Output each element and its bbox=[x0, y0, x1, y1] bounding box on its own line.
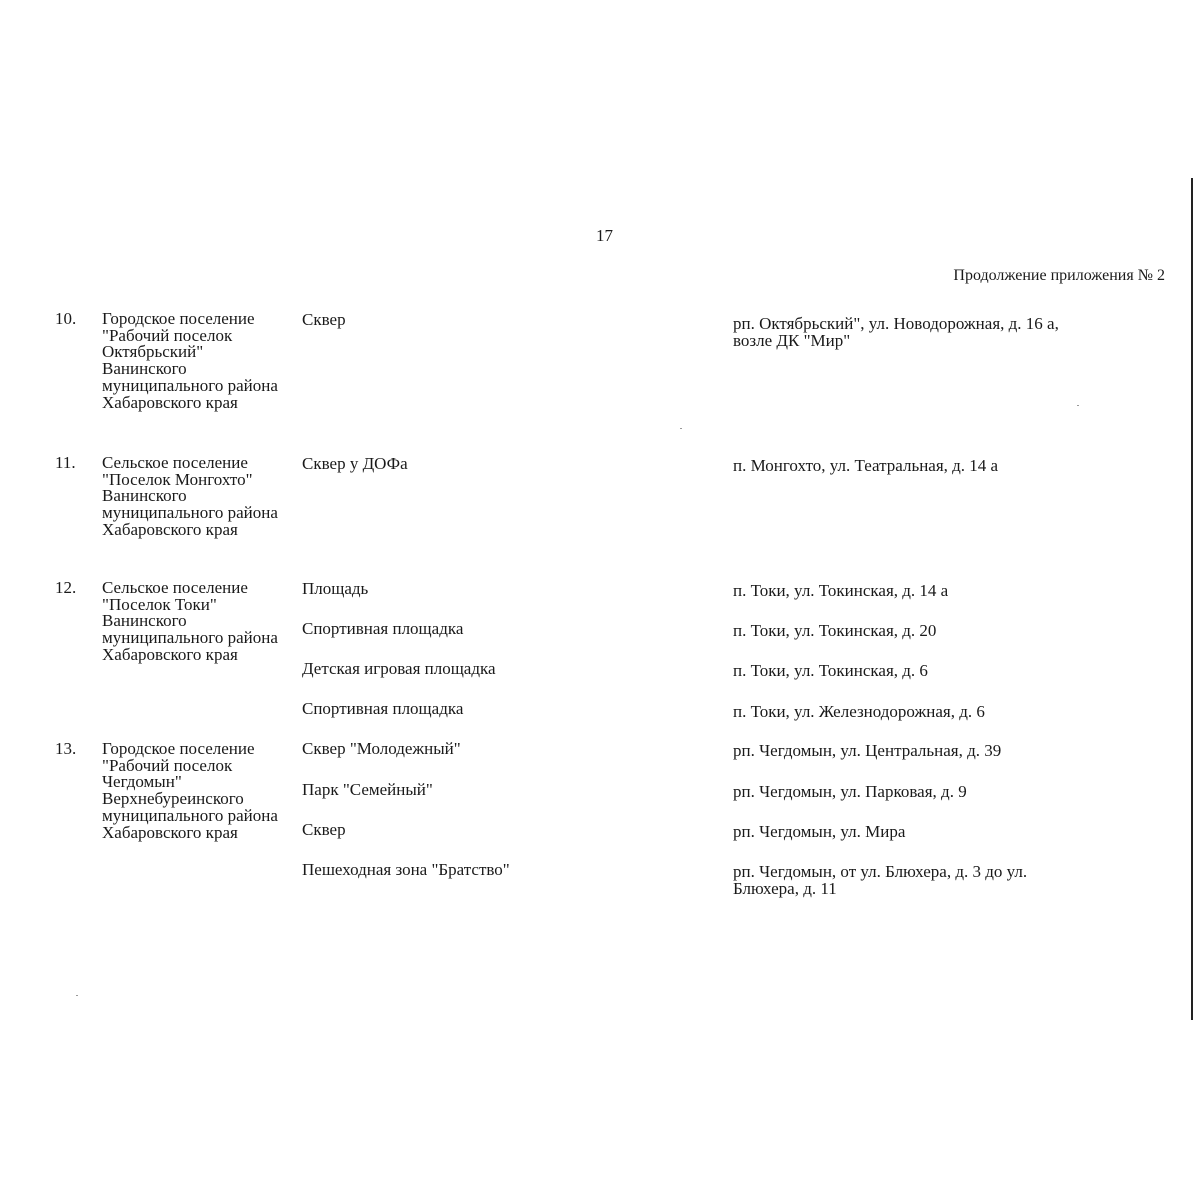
appendix-continuation-label: Продолжение приложения № 2 bbox=[953, 267, 1165, 284]
scan-speck bbox=[76, 995, 78, 996]
row-number: 13. bbox=[55, 739, 77, 758]
object-name: Пешеходная зона "Братство" bbox=[302, 860, 510, 879]
settlement-name: Городское поселение "Рабочий поселок Октябрьский" Ванинского муниципального района Хабаровского края bbox=[102, 309, 278, 412]
object-name: Детская игровая площадка bbox=[302, 659, 496, 678]
object-name: Площадь bbox=[302, 579, 369, 598]
object-address: п. Токи, ул. Железнодорожная, д. 6 bbox=[733, 702, 985, 721]
object-name: Спортивная площадка bbox=[302, 619, 464, 638]
row-number: 11. bbox=[55, 453, 76, 472]
object-address: п. Токи, ул. Токинская, д. 20 bbox=[733, 621, 937, 640]
scan-edge-line bbox=[1191, 178, 1193, 1020]
object-address: п. Монгохто, ул. Театральная, д. 14 а bbox=[733, 456, 999, 475]
object-name: Сквер "Молодежный" bbox=[302, 739, 461, 758]
object-name: Сквер у ДОФа bbox=[302, 454, 408, 473]
object-address: рп. Чегдомын, от ул. Блюхера, д. 3 до ул. Блюхера, д. 11 bbox=[733, 862, 1028, 898]
object-name: Спортивная площадка bbox=[302, 699, 464, 718]
settlement-name: Городское поселение "Рабочий поселок Чегдомын" Верхнебуреинского муниципального района Хабаровского края bbox=[102, 739, 278, 842]
object-address: рп. Чегдомын, ул. Мира bbox=[733, 822, 906, 841]
page-number: 17 bbox=[596, 226, 613, 245]
object-address: п. Токи, ул. Токинская, д. 6 bbox=[733, 661, 928, 680]
object-address: рп. Октябрьский", ул. Новодорожная, д. 16 а, возле ДК "Мир" bbox=[733, 314, 1059, 350]
row-number: 12. bbox=[55, 578, 77, 597]
object-address: п. Токи, ул. Токинская, д. 14 а bbox=[733, 581, 949, 600]
object-address: рп. Чегдомын, ул. Парковая, д. 9 bbox=[733, 782, 967, 801]
scan-speck bbox=[680, 428, 682, 429]
settlement-name: Сельское поселение "Поселок Монгохто" Ванинского муниципального района Хабаровского края bbox=[102, 453, 278, 539]
row-number: 10. bbox=[55, 309, 77, 328]
scan-speck bbox=[1077, 405, 1079, 406]
object-address: рп. Чегдомын, ул. Центральная, д. 39 bbox=[733, 741, 1002, 760]
object-name: Сквер bbox=[302, 820, 346, 839]
object-name: Парк "Семейный" bbox=[302, 780, 433, 799]
object-name: Сквер bbox=[302, 310, 346, 329]
settlement-name: Сельское поселение "Поселок Токи" Ванинского муниципального района Хабаровского края bbox=[102, 578, 278, 664]
